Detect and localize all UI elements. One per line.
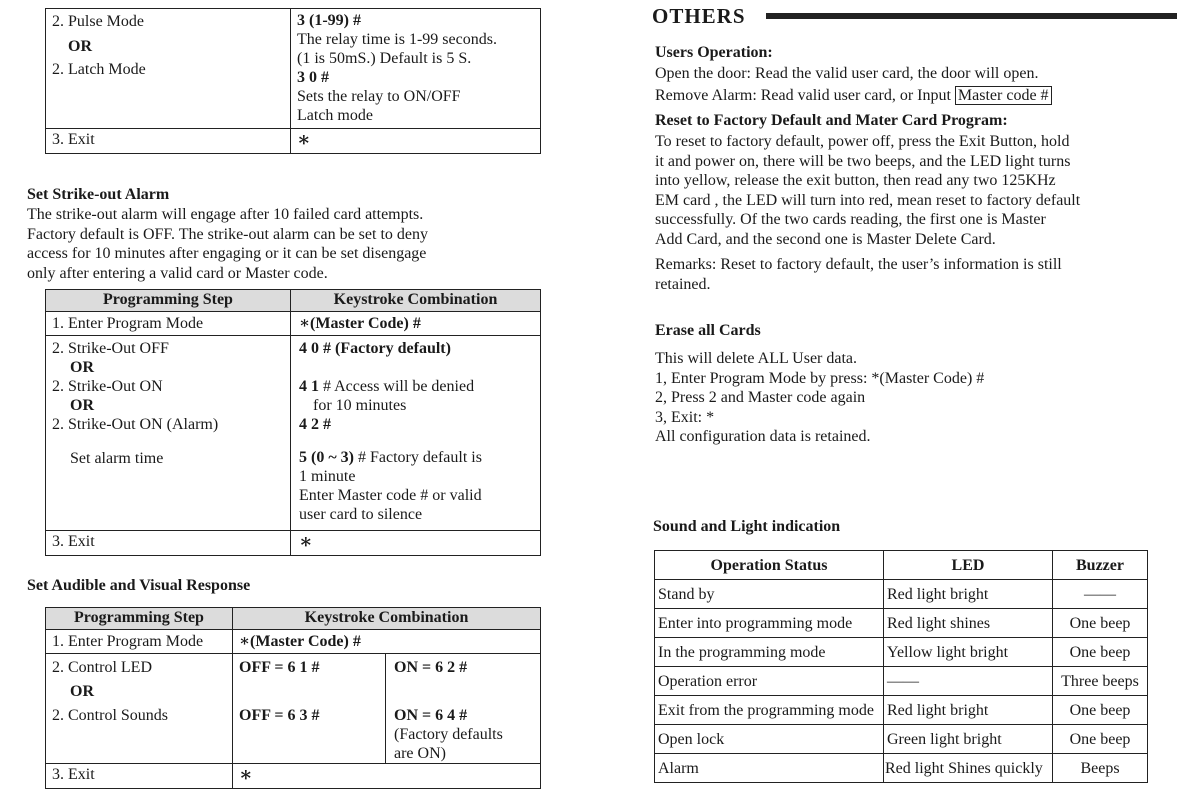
status-cell: In the programming mode bbox=[655, 638, 884, 667]
strike-off-label: 2. Strike-Out OFF bbox=[52, 340, 169, 357]
table-row bbox=[655, 667, 1148, 696]
status-cell: Enter into programming mode bbox=[655, 609, 884, 638]
relay-step-cell bbox=[46, 9, 291, 129]
table-row bbox=[655, 580, 1148, 609]
relay-table bbox=[45, 8, 541, 154]
remarks-line: Remarks: Reset to factory default, the user’s information is still bbox=[655, 256, 1062, 273]
reset-line: successfully. Of the two cards reading, the first one is Master bbox=[655, 211, 1046, 228]
sound-on-key: ON = 6 4 # bbox=[394, 707, 468, 724]
strike-alarm-key: 4 2 # bbox=[299, 416, 331, 433]
erase-line: This will delete ALL User data. bbox=[655, 350, 858, 367]
sound-head-status: Operation Status bbox=[655, 551, 884, 580]
audible-head-key: Keystroke Combination bbox=[233, 608, 541, 630]
pulse-desc-2: (1 is 50mS.) Default is 5 S. bbox=[297, 50, 472, 67]
buzzer-cell: One beep bbox=[1053, 725, 1148, 754]
latch-mode-label: 2. Latch Mode bbox=[52, 61, 146, 78]
others-title: OTHERS bbox=[652, 4, 746, 28]
sound-off-key: OFF = 6 3 # bbox=[239, 707, 320, 724]
status-cell: Open lock bbox=[655, 725, 884, 754]
asterisk-key: ∗ bbox=[297, 129, 311, 151]
buzzer-cell: Beeps bbox=[1053, 754, 1148, 783]
audible-options-cell bbox=[46, 654, 233, 764]
or-label: OR bbox=[70, 397, 94, 414]
strike-desc-line: access for 10 minutes after engaging or it can be set disengage bbox=[27, 245, 427, 262]
status-cell: Exit from the programming mode bbox=[655, 696, 884, 725]
led-off-key: OFF = 6 1 # bbox=[239, 659, 320, 676]
strike-title: Set Strike-out Alarm bbox=[27, 186, 170, 203]
strike-desc-line: Factory default is OFF. The strike-out alarm can be set to deny bbox=[27, 225, 428, 243]
audible-enter-key: ∗(Master Code) # bbox=[233, 630, 541, 654]
or-label: OR bbox=[70, 683, 94, 700]
table-row bbox=[655, 754, 1148, 783]
reset-line: EM card , the LED will turn into red, mean reset to factory default bbox=[655, 191, 1081, 209]
relay-exit-step: 3. Exit bbox=[46, 129, 291, 154]
strike-exit-key bbox=[291, 531, 541, 556]
erase-line: All configuration data is retained. bbox=[655, 428, 871, 445]
pulse-keystroke: 3 (1-99) # bbox=[297, 12, 361, 29]
led-on-key: ON = 6 2 # bbox=[394, 659, 468, 676]
erase-line: 1, Enter Program Mode by press: *(Master Code) # bbox=[655, 369, 985, 387]
users-line-2 bbox=[655, 86, 1052, 106]
on-keys-cell bbox=[386, 654, 541, 764]
status-cell: Operation error bbox=[655, 667, 884, 696]
or-label: OR bbox=[70, 359, 94, 376]
buzzer-cell: Three beeps bbox=[1053, 667, 1148, 696]
led-cell: Red light Shines quickly bbox=[884, 754, 1053, 783]
reset-line: To reset to factory default, power off, press the Exit Button, hold bbox=[655, 133, 1070, 150]
users-line-1: Open the door: Read the valid user card, the door will open. bbox=[655, 65, 1039, 82]
master-code-box: Master code # bbox=[955, 86, 1052, 105]
control-sounds-label: 2. Control Sounds bbox=[52, 707, 169, 724]
led-cell: Red light shines bbox=[884, 609, 1053, 638]
remarks-line: retained. bbox=[655, 275, 711, 293]
table-row bbox=[655, 638, 1148, 667]
reset-line: Add Card, and the second one is Master Delete Card. bbox=[655, 230, 996, 248]
off-keys-cell bbox=[233, 654, 386, 764]
pulse-mode-label: 2. Pulse Mode bbox=[52, 13, 144, 30]
strike-on-code: 4 1 bbox=[299, 378, 319, 395]
reset-line: into yellow, release the exit button, then read any two 125KHz bbox=[655, 172, 1056, 189]
users-title: Users Operation: bbox=[655, 44, 773, 61]
led-cell: —— bbox=[884, 667, 1053, 696]
strike-options-cell bbox=[46, 336, 291, 531]
control-led-label: 2. Control LED bbox=[52, 659, 152, 676]
status-cell: Alarm bbox=[655, 754, 884, 783]
latch-keystroke: 3 0 # bbox=[297, 69, 329, 86]
asterisk-key: ∗ bbox=[239, 764, 253, 786]
strike-on-text: # Access will be denied bbox=[319, 378, 475, 395]
buzzer-cell: —— bbox=[1053, 580, 1148, 609]
strike-on-label: 2. Strike-Out ON bbox=[52, 378, 163, 395]
strike-desc bbox=[27, 205, 428, 283]
users-text bbox=[655, 64, 1052, 105]
strike-desc-line: The strike-out alarm will engage after 10 failed card attempts. bbox=[27, 206, 424, 223]
strike-enter-step: 1. Enter Program Mode bbox=[46, 312, 291, 336]
strike-alarm-label: 2. Strike-Out ON (Alarm) bbox=[52, 416, 219, 433]
sound-head-led: LED bbox=[884, 551, 1053, 580]
buzzer-cell: One beep bbox=[1053, 696, 1148, 725]
alarm-time-line: Enter Master code # or valid bbox=[299, 487, 482, 504]
strike-on-text-2: for 10 minutes bbox=[313, 397, 407, 414]
reset-title: Reset to Factory Default and Mater Card Program: bbox=[655, 112, 1008, 129]
table-row bbox=[655, 609, 1148, 638]
table-row bbox=[655, 696, 1148, 725]
users-line-2-text: Remove Alarm: Read valid user card, or Input bbox=[655, 86, 955, 104]
pulse-desc-1: The relay time is 1-99 seconds. bbox=[297, 31, 497, 48]
erase-line: 3, Exit: * bbox=[655, 408, 715, 426]
audible-enter-step: 1. Enter Program Mode bbox=[46, 630, 233, 654]
strike-head-step: Programming Step bbox=[46, 290, 291, 312]
alarm-time-line: user card to silence bbox=[299, 506, 423, 523]
strike-table bbox=[45, 289, 541, 556]
audible-head-step: Programming Step bbox=[46, 608, 233, 630]
relay-key-cell bbox=[291, 9, 541, 129]
strike-keys-cell bbox=[291, 336, 541, 531]
led-cell: Yellow light bright bbox=[884, 638, 1053, 667]
erase-text bbox=[655, 349, 984, 447]
alarm-time-text: # Factory default is bbox=[353, 449, 482, 466]
alarm-time-line: 1 minute bbox=[299, 468, 356, 485]
sound-head-buzzer: Buzzer bbox=[1053, 551, 1148, 580]
audible-table bbox=[45, 607, 541, 789]
sound-note-line: are ON) bbox=[394, 745, 446, 762]
strike-enter-key: ∗(Master Code) # bbox=[291, 312, 541, 336]
latch-desc-2: Latch mode bbox=[297, 107, 373, 124]
erase-line: 2, Press 2 and Master code again bbox=[655, 389, 866, 406]
sound-light-table bbox=[654, 550, 1148, 783]
reset-line: it and power on, there will be two beeps, and the LED light turns bbox=[655, 152, 1071, 170]
or-label: OR bbox=[68, 38, 92, 55]
asterisk-key: ∗ bbox=[299, 531, 313, 553]
strike-desc-line: only after entering a valid card or Master code. bbox=[27, 264, 328, 282]
relay-exit-key bbox=[291, 129, 541, 154]
strike-on-key bbox=[299, 377, 540, 396]
reset-text bbox=[655, 132, 1080, 249]
alarm-time-label: Set alarm time bbox=[70, 450, 164, 467]
led-cell: Green light bright bbox=[884, 725, 1053, 754]
audible-exit-key bbox=[233, 764, 541, 789]
sound-title: Sound and Light indication bbox=[653, 518, 841, 535]
sound-note-line: (Factory defaults bbox=[394, 726, 503, 743]
strike-head-key: Keystroke Combination bbox=[291, 290, 541, 312]
buzzer-cell: One beep bbox=[1053, 638, 1148, 667]
alarm-time-code: 5 (0 ~ 3) bbox=[299, 449, 354, 466]
table-row bbox=[655, 725, 1148, 754]
strike-off-key: 4 0 # (Factory default) bbox=[299, 340, 451, 357]
strike-exit-step: 3. Exit bbox=[46, 531, 291, 556]
title-rule bbox=[766, 13, 1177, 19]
status-cell: Stand by bbox=[655, 580, 884, 609]
alarm-time-key bbox=[299, 448, 540, 467]
audible-exit-step: 3. Exit bbox=[46, 764, 233, 789]
erase-title: Erase all Cards bbox=[655, 322, 761, 339]
audible-title: Set Audible and Visual Response bbox=[27, 577, 251, 594]
led-cell: Red light bright bbox=[884, 580, 1053, 609]
remarks-text bbox=[655, 255, 1062, 294]
buzzer-cell: One beep bbox=[1053, 609, 1148, 638]
latch-desc-1: Sets the relay to ON/OFF bbox=[297, 88, 461, 105]
led-cell: Red light bright bbox=[884, 696, 1053, 725]
